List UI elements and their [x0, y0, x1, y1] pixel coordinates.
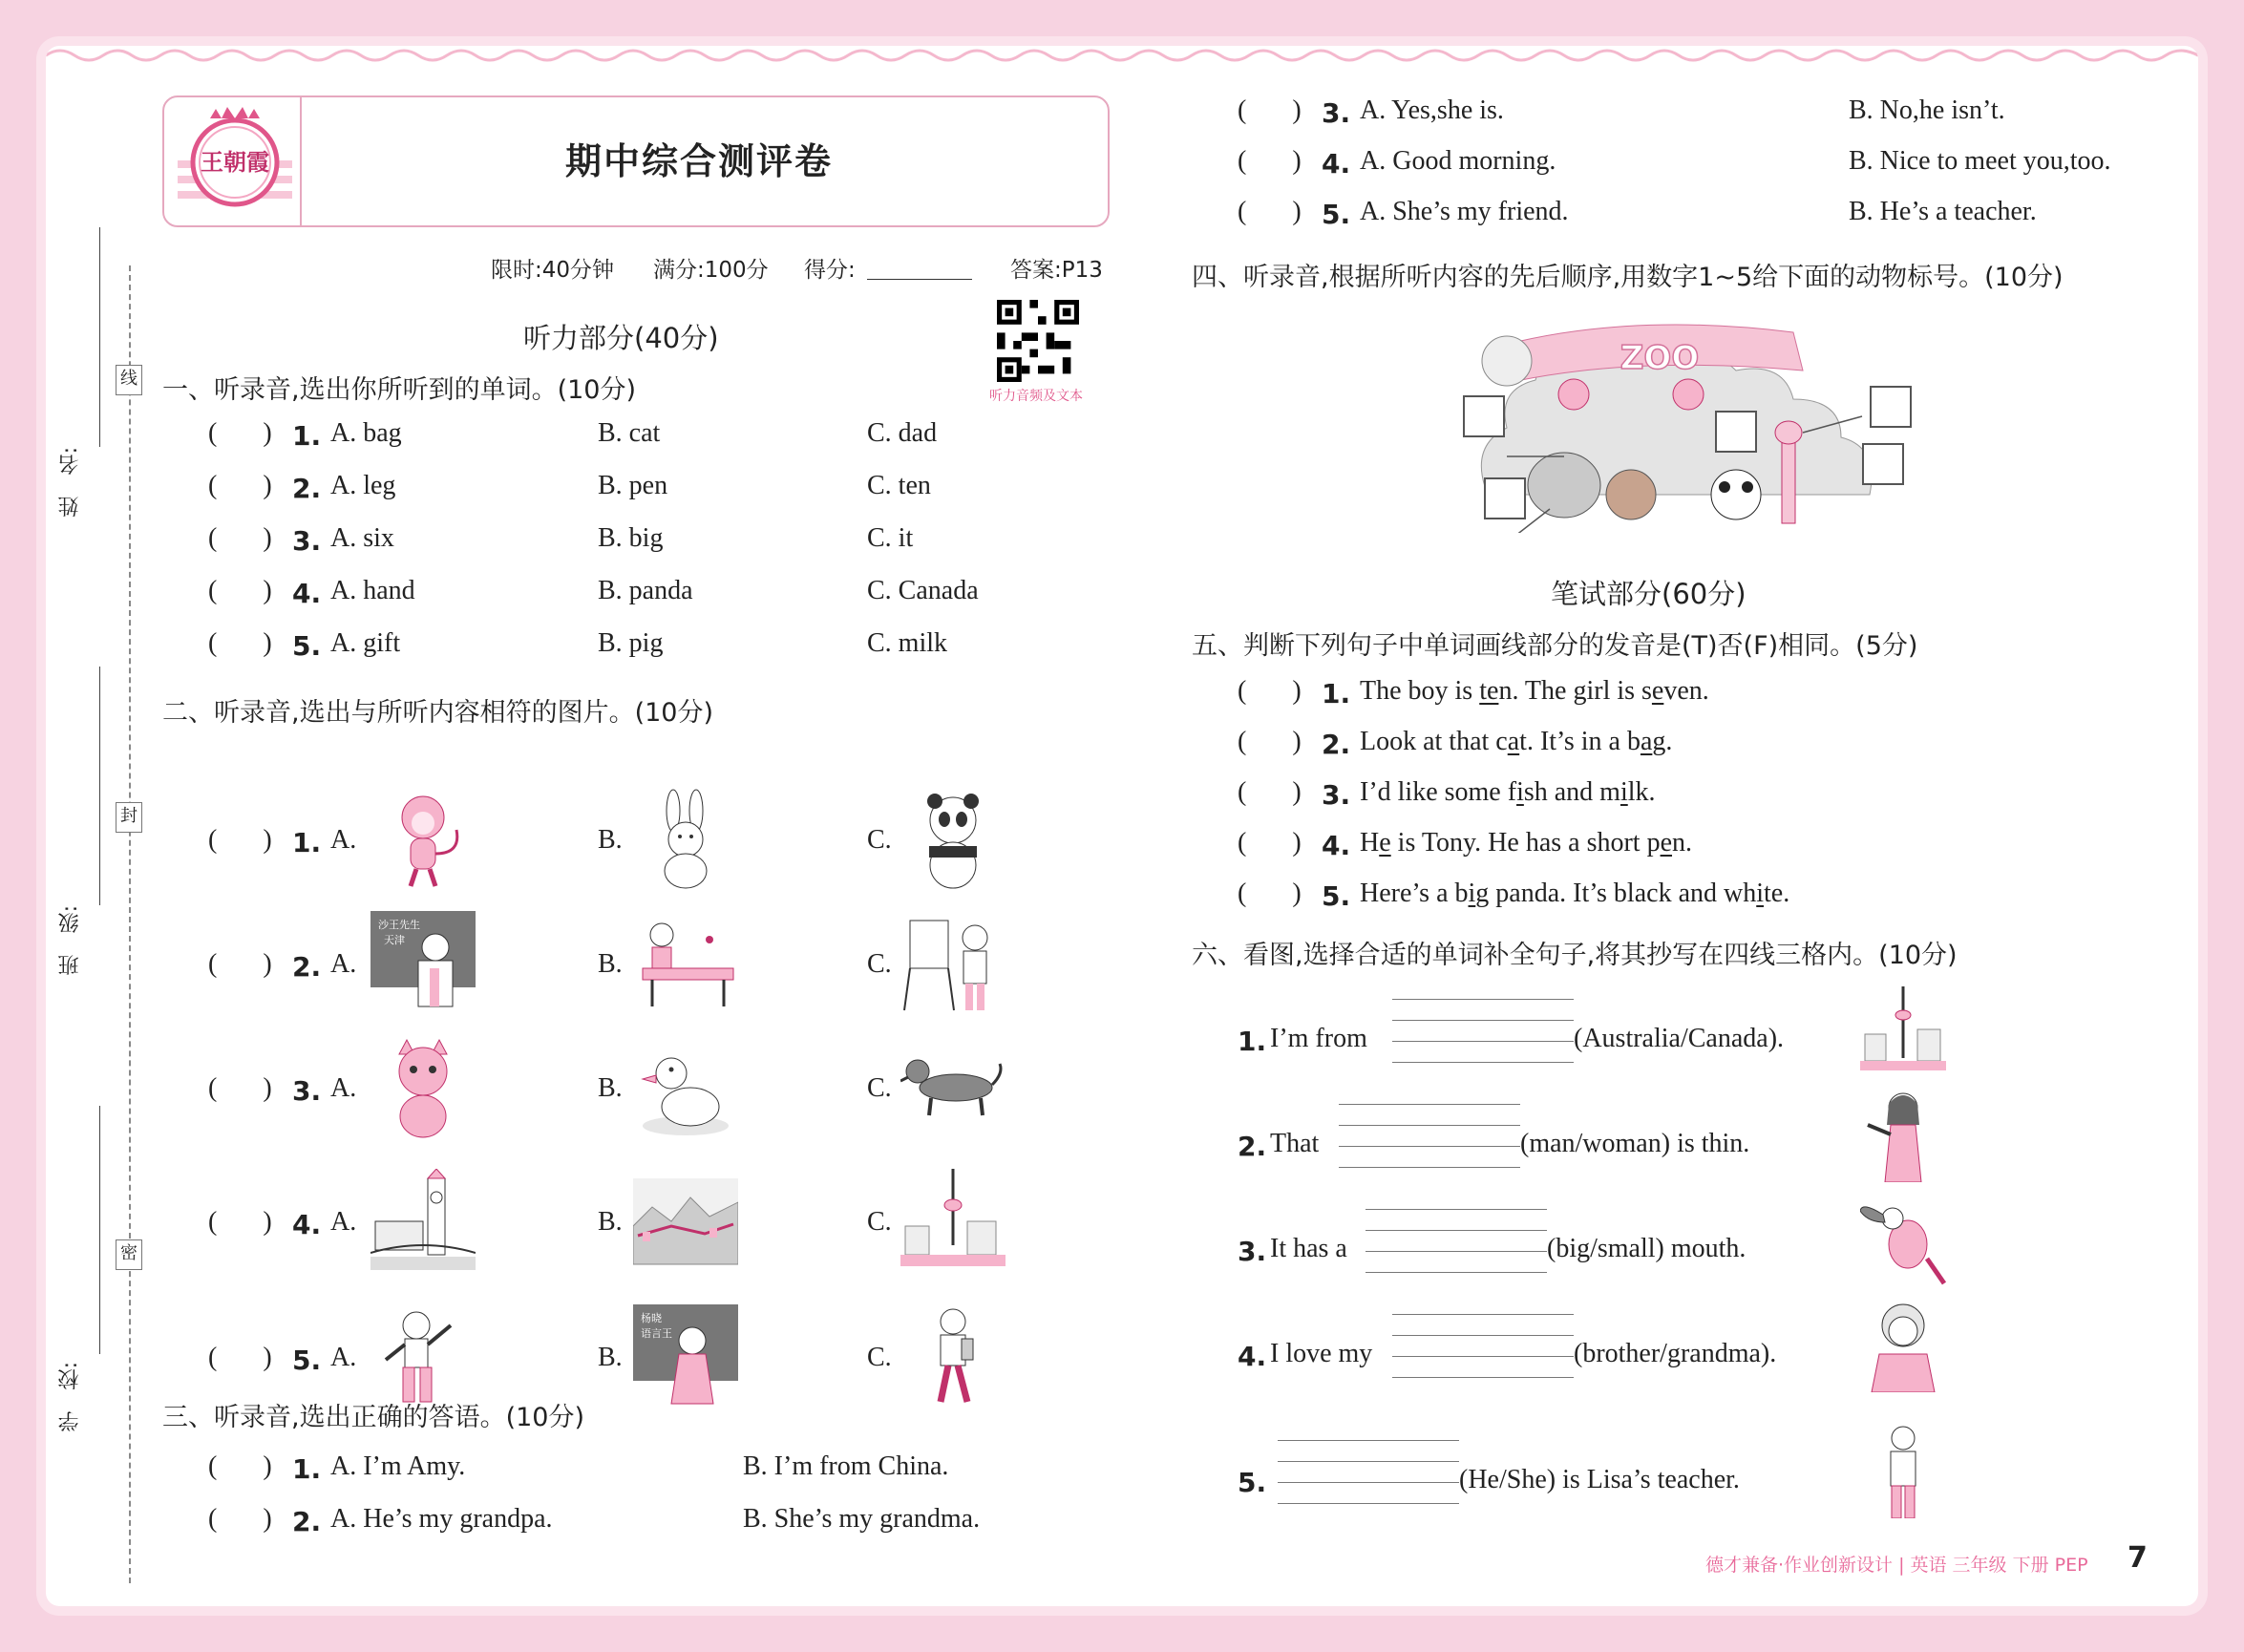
option-b[interactable]: B. panda	[598, 576, 693, 605]
thin-woman-picture	[1860, 1087, 1946, 1182]
zoo-answer-box-1[interactable]	[1463, 395, 1505, 437]
writing-section-title: 笔试部分(60分)	[1551, 578, 1747, 610]
exam-page	[46, 46, 2198, 1606]
brand-logo	[178, 103, 292, 218]
sentence-part: t. It’s in a b	[1519, 727, 1641, 756]
option-b[interactable]: B. big	[598, 523, 664, 553]
canada-picture[interactable]	[900, 1169, 1006, 1274]
answer-bracket[interactable]: ( )	[208, 949, 272, 979]
option-a[interactable]: A. Good morning.	[1360, 146, 1556, 176]
underlined-letters: i	[1619, 777, 1628, 807]
option-c[interactable]: C.	[867, 949, 892, 979]
time-limit: 限时:40分钟	[491, 258, 615, 283]
option-c[interactable]: C.	[867, 825, 892, 855]
page-title: 期中综合测评卷	[565, 140, 834, 182]
four-line-writing-area[interactable]	[1339, 1104, 1520, 1167]
page-number: 7	[2128, 1541, 2148, 1575]
class-label: 班 级:	[58, 905, 82, 976]
option-b[interactable]: B. I’m from China.	[743, 1451, 949, 1481]
boy-walking-picture[interactable]	[900, 1304, 1006, 1409]
question-number: 5.	[1322, 199, 1351, 230]
score-label: 得分:	[804, 258, 856, 283]
question-number: 1.	[1322, 678, 1351, 710]
option-c[interactable]: C. dad	[867, 418, 938, 448]
svg-text:杨晓: 杨晓	[641, 1312, 662, 1324]
underlined-letters: e	[1660, 828, 1673, 858]
answer-bracket[interactable]: ( )	[208, 576, 272, 605]
zoo-monkey-right	[1673, 379, 1704, 410]
option-a[interactable]: A. Yes,she is.	[1360, 95, 1504, 125]
section5-title: 五、判断下列句子中单词画线部分的发音是(T)否(F)相同。(5分)	[1192, 631, 1918, 661]
zoo-answer-box-5[interactable]	[1484, 477, 1526, 519]
side-mark-mi: 密	[116, 1239, 142, 1270]
sentence	[1360, 727, 1672, 757]
score-field[interactable]	[867, 279, 972, 280]
sentence-end: (Australia/Canada).	[1574, 1024, 1785, 1053]
sentence-part: n. The girl is s	[1498, 676, 1652, 706]
toucan-picture	[1860, 1192, 1946, 1287]
qr-caption: 听力音频及文本	[989, 389, 1083, 404]
option-b[interactable]: B.	[598, 1073, 623, 1103]
four-line-writing-area[interactable]	[1278, 1440, 1459, 1503]
zoo-monkey-left	[1558, 379, 1589, 410]
china-picture[interactable]	[633, 1169, 738, 1274]
girl-waving-picture[interactable]	[370, 1304, 476, 1409]
question-number: 1.	[292, 1453, 322, 1485]
underlined-letters: a	[1640, 727, 1653, 756]
name-label: 姓 名:	[58, 447, 82, 518]
option-a[interactable]: A. bag	[330, 418, 402, 448]
option-b[interactable]: B. cat	[598, 418, 661, 448]
answer-bracket[interactable]: ( )	[208, 418, 272, 448]
sentence-part: is Tony. He has a short p	[1390, 828, 1661, 858]
svg-text:沙王先生: 沙王先生	[378, 919, 420, 931]
zoo-panda	[1711, 470, 1761, 519]
sentence-start: I’m from	[1270, 1024, 1367, 1053]
question-number: 4.	[292, 578, 322, 609]
sentence-end: (He/She) is Lisa’s teacher.	[1459, 1465, 1740, 1494]
top-wave-border	[46, 46, 2198, 63]
zoo-giraffe-neck	[1782, 437, 1795, 523]
question-number: 4.	[1322, 830, 1351, 861]
option-a[interactable]: A.	[330, 1207, 357, 1237]
underlined-letters: i	[1756, 879, 1764, 908]
panda-picture[interactable]	[900, 787, 1006, 892]
option-a[interactable]: A.	[330, 1073, 357, 1103]
sentence-start: I love my	[1270, 1339, 1373, 1368]
answer-bracket[interactable]: ( )	[208, 1343, 272, 1372]
zoo-answer-box-2[interactable]	[1715, 411, 1757, 453]
duck-picture[interactable]	[633, 1035, 738, 1140]
option-a[interactable]: A. I’m Amy.	[330, 1451, 466, 1481]
answer-bracket[interactable]: ( )	[208, 1073, 272, 1103]
answer-bracket[interactable]: ( )	[1238, 197, 1302, 226]
question-number: 5.	[292, 1345, 322, 1376]
option-a[interactable]: A.	[330, 949, 357, 979]
section2-title: 二、听录音,选出与所听内容相符的图片。(10分)	[162, 698, 714, 728]
sentence-part: The boy is	[1360, 676, 1480, 706]
option-b[interactable]: B. pig	[598, 628, 664, 658]
answer-bracket[interactable]: ( )	[208, 471, 272, 500]
underlined-letters: a	[1507, 727, 1520, 756]
option-b[interactable]: B.	[598, 825, 623, 855]
question-number: 4.	[1322, 148, 1351, 180]
answer-bracket[interactable]: ( )	[208, 523, 272, 553]
cat-picture[interactable]	[370, 1035, 476, 1140]
sentence-part: g.	[1652, 727, 1673, 756]
question-number: 5.	[1238, 1467, 1267, 1498]
monkey-picture[interactable]	[370, 787, 476, 892]
sentence-part: Look at that c	[1360, 727, 1508, 756]
option-a[interactable]: A.	[330, 1343, 357, 1372]
dog-picture[interactable]	[900, 1035, 1006, 1140]
question-number: 2.	[292, 951, 322, 983]
section1-title: 一、听录音,选出你所听到的单词。(10分)	[162, 375, 637, 405]
question-number: 2.	[1238, 1131, 1267, 1162]
question-number: 1.	[1238, 1026, 1267, 1057]
full-score: 满分:100分	[653, 258, 769, 283]
question-number: 3.	[1322, 97, 1351, 129]
binding-dashed-line	[129, 265, 131, 1583]
sentence	[1360, 879, 1789, 909]
answer-bracket[interactable]: ( )	[208, 1504, 272, 1534]
option-c[interactable]: C. milk	[867, 628, 948, 658]
school-label: 学 校:	[58, 1362, 82, 1432]
option-c[interactable]: C. Canada	[867, 576, 979, 605]
logo-text: 王朝霞	[201, 149, 269, 176]
svg-text:天津: 天津	[384, 934, 405, 946]
listening-section-title: 听力部分(40分)	[523, 322, 719, 354]
four-line-writing-area[interactable]	[1365, 1209, 1547, 1272]
option-a[interactable]: A. He’s my grandpa.	[330, 1504, 553, 1534]
sentence-end: (man/woman) is thin.	[1520, 1129, 1750, 1158]
option-a[interactable]: A. hand	[330, 576, 415, 605]
title-box	[162, 95, 1110, 227]
option-a[interactable]: A. six	[330, 523, 394, 553]
sentence-part: I’d like some f	[1360, 777, 1517, 807]
option-a[interactable]: A.	[330, 825, 357, 855]
option-c[interactable]: C.	[867, 1207, 892, 1237]
section4-title: 四、听录音,根据所听内容的先后顺序,用数字1~5给下面的动物标号。(10分)	[1192, 263, 2064, 292]
name-field-line[interactable]	[99, 227, 100, 447]
sentence-part: te.	[1764, 879, 1790, 908]
sentence-part: lk.	[1627, 777, 1656, 807]
answer-bracket[interactable]: ( )	[1238, 146, 1302, 176]
teacher-picture[interactable]	[370, 911, 476, 1016]
underlined-letters: i	[1468, 879, 1476, 908]
qr-code-icon[interactable]	[997, 300, 1079, 382]
sentence-part: sh and m	[1523, 777, 1620, 807]
question-number: 1.	[292, 827, 322, 858]
section3-title: 三、听录音,选出正确的答语。(10分)	[162, 1403, 585, 1432]
footer-series: 德才兼备·作业创新设计 | 英语 三年级 下册 PEP	[1705, 1555, 2088, 1576]
ping-pong-girl-picture[interactable]	[633, 911, 738, 1016]
sentence-part: H	[1360, 828, 1380, 858]
sentence-start: It has a	[1270, 1234, 1347, 1263]
underlined-letters: te	[1479, 676, 1499, 706]
question-number: 3.	[292, 1075, 322, 1107]
grandma-picture	[1860, 1297, 1946, 1392]
question-number: 4.	[1238, 1341, 1267, 1372]
sentence	[1360, 777, 1656, 808]
zoo-sign-text: ZOO	[1619, 339, 1700, 377]
side-mark-seal: 封	[116, 802, 142, 833]
zoo-answer-box-4[interactable]	[1862, 443, 1904, 485]
sentence-end: (big/small) mouth.	[1547, 1234, 1747, 1263]
answer-bracket[interactable]: ( )	[1238, 828, 1302, 858]
answer-bracket[interactable]: ( )	[1238, 95, 1302, 125]
option-c[interactable]: C. it	[867, 523, 914, 553]
answer-bracket[interactable]: ( )	[208, 628, 272, 658]
option-b[interactable]: B. No,he isn’t.	[1849, 95, 2005, 125]
question-number: 3.	[292, 525, 322, 557]
side-mark-line: 线	[116, 365, 142, 395]
answer-bracket[interactable]: ( )	[1238, 727, 1302, 756]
question-number: 5.	[1322, 880, 1351, 912]
four-line-writing-area[interactable]	[1392, 1314, 1574, 1377]
question-number: 1.	[292, 420, 322, 452]
answer-ref: 答案:P13	[1010, 258, 1103, 283]
option-c[interactable]: C.	[867, 1343, 892, 1372]
question-number: 2.	[292, 1506, 322, 1537]
option-c[interactable]: C. ten	[867, 471, 931, 500]
option-c[interactable]: C.	[867, 1073, 892, 1103]
class-field-line[interactable]	[99, 667, 100, 905]
option-b[interactable]: B. Nice to meet you,too.	[1849, 146, 2111, 176]
answer-bracket[interactable]: ( )	[1238, 879, 1302, 908]
option-b[interactable]: B.	[598, 949, 623, 979]
section6-title: 六、看图,选择合适的单词补全句子,将其抄写在四线三格内。(10分)	[1192, 941, 1958, 970]
answer-bracket[interactable]: ( )	[208, 1451, 272, 1481]
option-b[interactable]: B. He’s a teacher.	[1849, 197, 2037, 226]
question-number: 3.	[1238, 1236, 1267, 1267]
question-number: 3.	[1322, 779, 1351, 811]
woman-teacher-picture[interactable]	[633, 1304, 738, 1409]
option-b[interactable]: B. pen	[598, 471, 668, 500]
uk-picture[interactable]	[370, 1169, 476, 1274]
zoo-elephant	[1528, 453, 1600, 518]
answer-bracket[interactable]: ( )	[208, 825, 272, 855]
zoo-bear	[1606, 470, 1656, 519]
option-b[interactable]: B.	[598, 1207, 623, 1237]
sentence-part: ven.	[1663, 676, 1709, 706]
option-a[interactable]: A. gift	[330, 628, 401, 658]
option-b[interactable]: B.	[598, 1343, 623, 1372]
svg-text:语言王: 语言王	[641, 1327, 672, 1340]
option-a[interactable]: A. She’s my friend.	[1360, 197, 1569, 226]
question-number: 5.	[292, 630, 322, 662]
school-field-line[interactable]	[99, 1106, 100, 1354]
sentence-end: (brother/grandma).	[1574, 1339, 1777, 1368]
sentence-part: n.	[1672, 828, 1693, 858]
canada-tower-picture	[1860, 982, 1946, 1077]
rabbit-picture[interactable]	[633, 787, 738, 892]
option-a[interactable]: A. leg	[330, 471, 396, 500]
sentence	[1360, 828, 1692, 858]
sentence-start: That	[1270, 1129, 1320, 1158]
sentence	[1360, 676, 1709, 707]
question-number: 2.	[1322, 729, 1351, 760]
four-line-writing-area[interactable]	[1392, 999, 1574, 1062]
answer-bracket[interactable]: ( )	[208, 1207, 272, 1237]
drawing-boy-picture[interactable]	[900, 911, 1006, 1016]
answer-bracket[interactable]: ( )	[1238, 676, 1302, 706]
zoo-answer-box-3[interactable]	[1870, 386, 1912, 428]
zoo-giraffe	[1775, 421, 1802, 444]
underlined-letters: i	[1516, 777, 1524, 807]
answer-bracket[interactable]: ( )	[1238, 777, 1302, 807]
question-number: 2.	[292, 473, 322, 504]
sentence-part: g panda. It’s black and wh	[1475, 879, 1757, 908]
question-number: 4.	[292, 1209, 322, 1240]
option-b[interactable]: B. She’s my grandma.	[743, 1504, 981, 1534]
underlined-letters: e	[1651, 676, 1664, 706]
man-teacher-picture	[1860, 1423, 1946, 1518]
sentence-part: Here’s a b	[1360, 879, 1469, 908]
underlined-letters: e	[1379, 828, 1391, 858]
